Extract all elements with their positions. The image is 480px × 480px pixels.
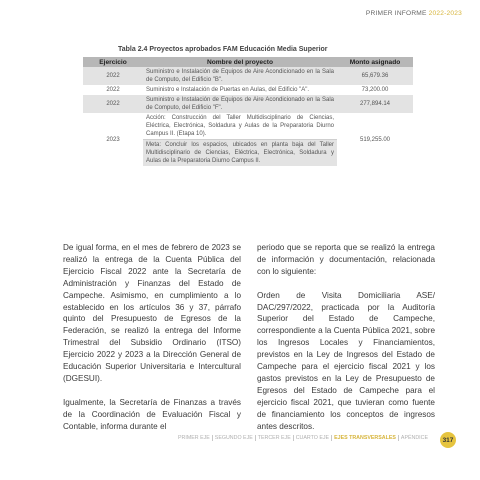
cell-amount: 277,894.14 [337, 95, 413, 113]
table-header-row [83, 57, 413, 67]
column-header-ejercicio: Ejercicio [83, 57, 143, 67]
cell-project: Suministro e Instalación de Equipos de Aire Acondicionado en la Sala de Computo, del Edificio "B". [143, 67, 337, 85]
cell-project: Acción: Construcción del Taller Multidisciplinario de Ciencias, Eléctrica, Electrónica, Soldadura y Aulas de la Preparatoria Diurno Campus II. (Etapa 10). [143, 113, 337, 140]
cell-year: 2022 [83, 85, 143, 95]
cell-amount: 65,679.36 [337, 67, 413, 85]
header-prefix: PRIMER INFORME [365, 10, 427, 17]
column-header-monto: Monto asignado [337, 57, 413, 67]
paragraph: Igualmente, la Secretaría de Finanzas a través de la Coordinación de Evaluación Fiscal y Contable, informa durante el [63, 397, 241, 431]
cell-amount: 73,200.00 [337, 85, 413, 95]
footer-tab-primer-eje[interactable]: PRIMER EJE [176, 435, 213, 441]
cell-project: Suministro e Instalación de Equipos de Aire Acondicionado en la Sala de Computo, del Edificio "F". [143, 95, 337, 113]
footer-tab-apendice[interactable]: APÉNDICE [400, 435, 428, 441]
cell-project: Suministro e Instalación de Puertas en Aulas, del Edificio "A". [143, 85, 337, 95]
table-row [83, 85, 413, 95]
body-column-left [63, 242, 241, 444]
footer-tab-tercer-eje[interactable]: TERCER EJE [256, 435, 294, 441]
cell-year: 2022 [83, 67, 143, 85]
footer-tab-cuarto-eje[interactable]: CUARTO EJE [294, 435, 332, 441]
table-row [83, 113, 413, 140]
footer-tab-segundo-eje[interactable]: SEGUNDO EJE [213, 435, 256, 441]
footer-nav [176, 435, 430, 441]
cell-amount: 519,255.00 [337, 113, 413, 166]
column-header-proyecto: Nombre del proyecto [143, 57, 337, 67]
header-years: 2022-2023 [428, 10, 462, 17]
table-title: Tabla 2.4 Proyectos aprobados FAM Educación Media Superior [118, 46, 328, 53]
paragraph: De igual forma, en el mes de febrero de 2023 se realizó la entrega de la Cuenta Pública del Ejercicio Fiscal 2022 ante la Secretaría de Administración y Finanzas del Estado de Campeche. Asimismo, en cumplimiento a lo establecido en los artículos 36 y 37, párrafo quinto del Presupuesto de Egresos de la Federación, se realizó la entrega del Informe Trimestral del Subsidio Ordinario (ITSO) Ejercicio 2022 y 2023 a la Dirección General de Educación Superior Universitaria e Intercultural (DGESUI). [63, 243, 241, 383]
paragraph: Orden de Visita Domiciliaria ASE/ DAC/297/2022, practicada por la Auditoría Superior del Estado de Campeche, correspondiente a la Cuenta Pública 2021, sobre los Ingresos Locales y Financiamientos, previstos en la Ley de Ingresos del Estado de Campeche para el ejercicio fiscal 2021 y los gastos previstos en la Ley de Presupuesto de Egresos del Estado de Campeche para el ejercicio fiscal 2021, que tuvieran como fuente de financiamiento los conceptos de ingresos antes descritos. [257, 290, 435, 431]
footer-tab-ejes-transversales[interactable]: EJES TRANSVERSALES [332, 435, 399, 441]
body-column-right [257, 242, 435, 444]
cell-year: 2022 [83, 95, 143, 113]
cell-year: 2023 [83, 113, 143, 166]
page-number-badge: 317 [440, 432, 456, 448]
table-row [83, 67, 413, 85]
table-row [83, 95, 413, 113]
cell-project: Meta: Concluir los espacios, ubicados en planta baja del Taller Multidisciplinario de Ciencias, Eléctrica, Electrónica, Soldadura y Aulas de la Preparatoria Diurno Campus II. [143, 140, 337, 167]
paragraph: periodo que se reporta que se realizó la entrega de información y documentación, relacionada con lo siguiente: [257, 243, 435, 276]
projects-table [83, 57, 413, 166]
running-header [366, 10, 462, 17]
